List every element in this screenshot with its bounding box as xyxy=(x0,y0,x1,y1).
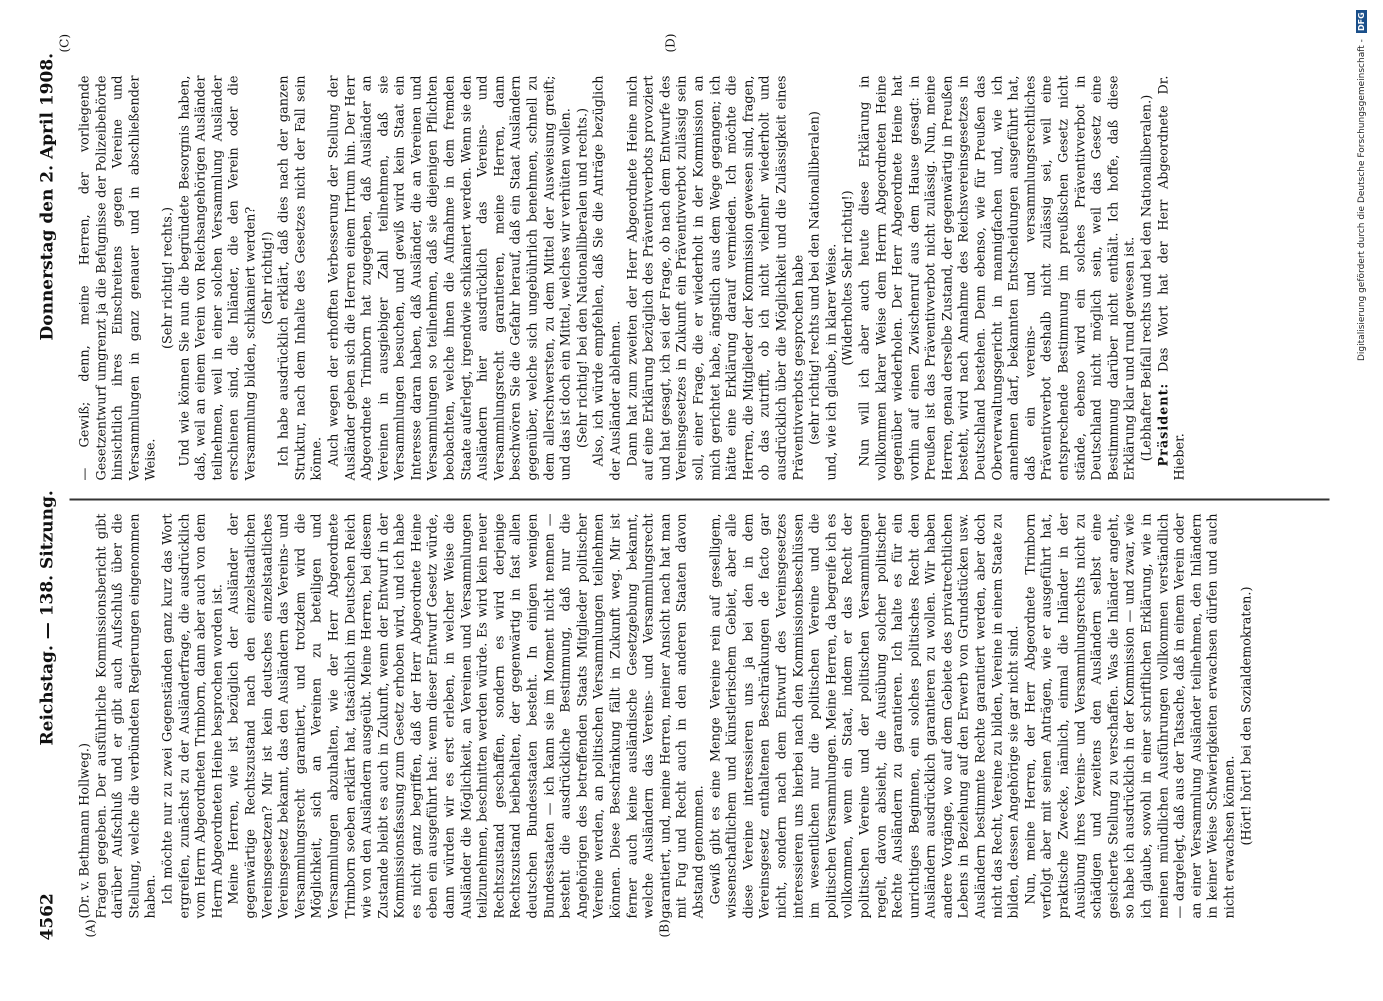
header-right-date: Donnerstag den 2. April 1908. xyxy=(37,52,58,341)
speaker-prefix: (Dr. v. Bethmann Hollweg.) xyxy=(77,743,93,919)
speaker-text: Das Wort hat der Herr Abgeordnete Dr. Hieber. xyxy=(1156,75,1188,481)
paragraph: Also, ich würde empfehlen, daß Sie die Anträge bezüglich der Ausländer ablehnen. xyxy=(591,75,624,481)
interjection: (sehr richtig! rechts und bei den Nationalliberalen) xyxy=(807,111,823,445)
paragraph: Ich möchte nur zu zwei Gegenständen ganz kurz das Wort ergreifen, zunächst zu der Ausländerfrage, die ausdrücklich vom Herrn Abgeordneten Trimborn, dann aber auch von dem Herrn Abgeordneten Heine besprochen worden ist. xyxy=(160,513,226,919)
paragraph: Meine Herren, wie ist bezüglich der Ausländer der gegenwärtige Rechtszustand nach den einzelstaatlichen Vereinsgesetzen? Mir ist kein deutsches einzelstaatliches Vereinsgesetz bekannt, das den Ausländern das Vereins- und Versammlungsrecht garantiert, und trotzdem wird die Möglichkeit, sich an Vereinen zu beteiligen und Versammlungen abzuhalten, wie der Herr Abgeordnete Trimborn soeben erklärt hat, tatsächlich im Deutschen Reich wie von den Ausländern ausgeübt. Meine Herren, bei diesem Zustande bleibt es auch in Zukunft, wenn der Entwurf in der Kommissionsfassung zum Gesetz erhoben wird, und ich habe es nicht ganz begriffen, daß der Herr Abgeordnete Heine eben ein ausgeführt hat: wenn dieser Entwurf Gesetz würde, dann würden wir es erst erleben, in welcher Weise die Ausländer die Möglichkeit, an Vereinen und Versammlungen teilzunehmen, beschnitten werden würde. Es wird kein neuer Rechtszustand geschaffen, sondern es wird derjenige Rechtszustand beibehalten, der gegenwärtig in fast allen deutschen Bundesstaaten besteht. In einigen wenigen Bundesstaaten — ich kann sie im Moment nicht nennen — besteht die ausdrückliche Bestimmung, daß nur die Angehörigen des betreffenden Staats Mitglieder politischer Vereine werden, an politischen Versammlungen teilnehmen können. Diese Beschränkung fällt in Zukunft weg. Mir ist ferner auch keine ausländische Gesetzgebung bekannt, welche Ausländern das Vereins- und Versammlungsrecht garantiert, und, meine Herren, meiner Ansicht nach hat man mit Fug und Recht auch in den anderen Staaten davon Abstand genommen. xyxy=(226,513,707,919)
speaker-name: Präsident: xyxy=(1156,382,1172,467)
interjection: (Sehr richtig! rechts.) xyxy=(160,207,176,349)
interjection: (Widerholtes Sehr richtig!) xyxy=(840,190,856,366)
paragraph: — Gewiß; denn, meine Herren, der vorliegende Gesetzentwurf umgrenzt ja die Befugnisse der Polizeibehörde hinsichtlich ihres Einschreitens gegen Vereine und Versammlungen in ganz genauer und in abschließender Weise. xyxy=(77,75,159,481)
paragraph xyxy=(1156,76,1189,481)
paragraph: Ich habe ausdrücklich erklärt, daß dies nach der ganzen Struktur, nach dem Inhalte des Gesetzes nicht der Fall sein könne. xyxy=(276,75,325,481)
margin-marker-c: (C) xyxy=(57,33,72,53)
header-left-title: Reichstag. — 138. Sitzung. xyxy=(37,490,58,746)
rotated-page xyxy=(0,1,1383,1001)
digitization-credit xyxy=(1356,10,1367,750)
interjection: (Sehr richtig! bei den Nationalliberalen und rechts.) xyxy=(575,107,591,449)
paragraph: Gewiß gibt es eine Menge Vereine rein auf geselligem, wissenschaftlichem und künstlerischem Gebiet, aber alle diese Vereine interessieren uns ja bei den in dem Vereinsgesetz enthaltenen Beschränkungen de facto gar nicht, sondern nach dem Entwurf des Vereinsgesetzes interessieren uns hierbei nach den Kommissionsbeschlüssen im wesentlichen nur die politischen Vereine und die politischen Versammlungen. Meine Herren, da begreife ich es vollkommen, wenn ein Staat, indem er das Recht der politischen Vereine und der politischen Versammlungen regelt, davon absieht, die Ausübung solcher politischer Rechte Ausländern zu garantieren. Ich halte es für ein unrichtiges Beginnen, ein solches politisches Recht den Ausländern ausdrücklich garantieren zu wollen. Wir haben andere Vorgänge, wo auf dem Gebiete des privatrechtlichen Lebens in Beziehung auf den Erwerb von Grundstücken usw. Ausländern bestimmte Rechte garantiert werden, aber doch nicht das Recht, Vereine zu bilden, Vereine in einem Staate zu bilden, dessen Angehörige sie gar nicht sind. xyxy=(708,513,1022,919)
page-header xyxy=(38,41,68,941)
paragraph: und, wie ich glaube, in klarer Weise. xyxy=(824,243,840,481)
interjection: (Lebhafter Beifall rechts und bei den Nationalliberalen.) xyxy=(1139,94,1155,462)
margin-marker-a: (A) xyxy=(83,919,98,938)
paragraph: Dann hat zum zweiten der Herr Abgeordnete Heine mich auf eine Erklärung bezüglich des Präventivverbots provoziert und hat gesagt, ich sei der Frage, ob nach dem Entwurfe des Vereinsgesetzes in Zukunft ein Präventivverbot zulässig sein soll, einer Frage, die er wiederholt in der Kommission an mich gerichtet habe, ängstlich aus dem Wege gegangen; ich hätte eine Erklärung darauf vermieden. Ich möchte die Herren, die Mitglieder der Kommission gewesen sind, fragen, ob das zutrifft, ob ich nicht vielmehr wiederholt und ausdrücklich über die Möglichkeit und die Zulässigkeit eines Präventivverbots gesprochen habe xyxy=(625,75,807,481)
paragraph: Nun, meine Herren, der Herr Abgeordnete Trimborn verfolgt aber mit seinen Anträgen, wie er ausgeführt hat, praktische Zwecke, nämlich, einmal die Inländer in der Ausübung ihres Vereins- und Versammlungsrechts nicht zu schädigen und zweitens den Ausländern selbst eine gesicherte Stellung zu verschaffen. Was die Inländer angeht, so habe ich ausdrücklich in der Kommission — und zwar, wie ich glaube, sowohl in einer schriftlichen Erklärung, wie in meinen mündlichen Ausführungen vollkommen verständlich — dargelegt, daß aus der Tatsache, daß in einem Verein oder an einer Versammlung Ausländer teilnehmen, den Inländern in keiner Weise Schwierigkeiten erwachsen dürfen und auch nicht erwachsen können. xyxy=(1023,513,1238,919)
margin-marker-d: (D) xyxy=(663,33,678,53)
credit-text: Digitalisierung gefördert durch die Deutsche Forschungsgemeinschaft - xyxy=(1357,39,1367,362)
interjection: (Sehr richtig!) xyxy=(260,231,276,325)
paragraph: Nun will ich aber auch heute diese Erklärung in vollkommen klarer Weise dem Herrn Abgeordneten Heine gegenüber wiederholen. Der Herr Abgeordnete Heine hat vorhin auf einen Zwischenruf aus dem Hause gesagt: in Preußen ist das Präventivverbot nicht zulässig. Nun, meine Herren, genau derselbe Zustand, der gegenwärtig in Preußen besteht, wird nach Annahme des Reichsvereinsgesetzes in Deutschland bestehen. Denn ebenso, wie für Preußen das Oberverwaltungsgericht in mannigfachen und, wie ich annehmen darf, bekannten Entscheidungen ausgeführt hat, daß ein vereins- und versammlungsrechtliches Präventivverbot deshalb nicht zulässig sei, weil eine entsprechende Bestimmung im preußischen Gesetz nicht stände, ebenso wird ein solches Präventivverbot in Deutschland nicht möglich sein, weil das Gesetz eine Bestimmung darüber nicht enthält. Ich hoffe, daß diese Erklärung klar und rund gewesen ist. xyxy=(857,75,1138,481)
right-column xyxy=(78,76,1318,481)
paragraph: Auch wegen der erhofften Verbesserung der Stellung der Ausländer geben sich die Herren einem Irrtum hin. Der Herr Abgeordnete Trimborn hat zugegeben, daß Ausländer an Vereinen in ausgiebiger Zahl teilnehmen, daß sie Versammlungen besuchen, und gewiß wird kein Staat ein Interesse daran haben, daß Ausländer, die an Vereinen und Versammlungen so teilnehmen, daß sie diejenigen Pflichten beobachten, welche ihnen die Aufnahme in dem fremden Staate auferlegt, irgendwie schikaniert werden. Wenn sie den Ausländern hier ausdrücklich das Vereins- und Versammlungsrecht garantieren, meine Herren, dann beschwören Sie die Gefahr herauf, daß ein Staat Ausländern gegenüber, welche sich ungebührlich benehmen, schnell zu dem allerschwersten, zu dem Mittel der Ausweisung greift; und das ist doch ein Mittel, welches wir verhüten wollen. xyxy=(326,75,574,481)
page-number: 4562 xyxy=(37,893,58,941)
left-column xyxy=(78,514,1318,919)
margin-marker-b: (B) xyxy=(657,919,672,938)
paragraph: Und wie können Sie nun die begründete Besorgnis haben, daß, weil an einem Verein von Reichsangehörigen Ausländer teilnehmen, weil in einer solchen Versammlung Ausländer erschienen sind, die Inländer, die den Verein oder die Versammlung bilden, schikaniert werden? xyxy=(177,75,259,481)
interjection: (Hört! hört! bei den Sozialdemokraten.) xyxy=(1239,586,1255,846)
dfg-logo: DFG xyxy=(1357,12,1366,31)
paragraph: Fragen gegeben. Der ausführliche Kommissionsbericht gibt darüber Aufschluß und er gibt auch Aufschluß über die Stellung, welche die verbündeten Regierungen eingenommen haben. xyxy=(94,513,159,919)
column-divider xyxy=(70,499,1330,501)
